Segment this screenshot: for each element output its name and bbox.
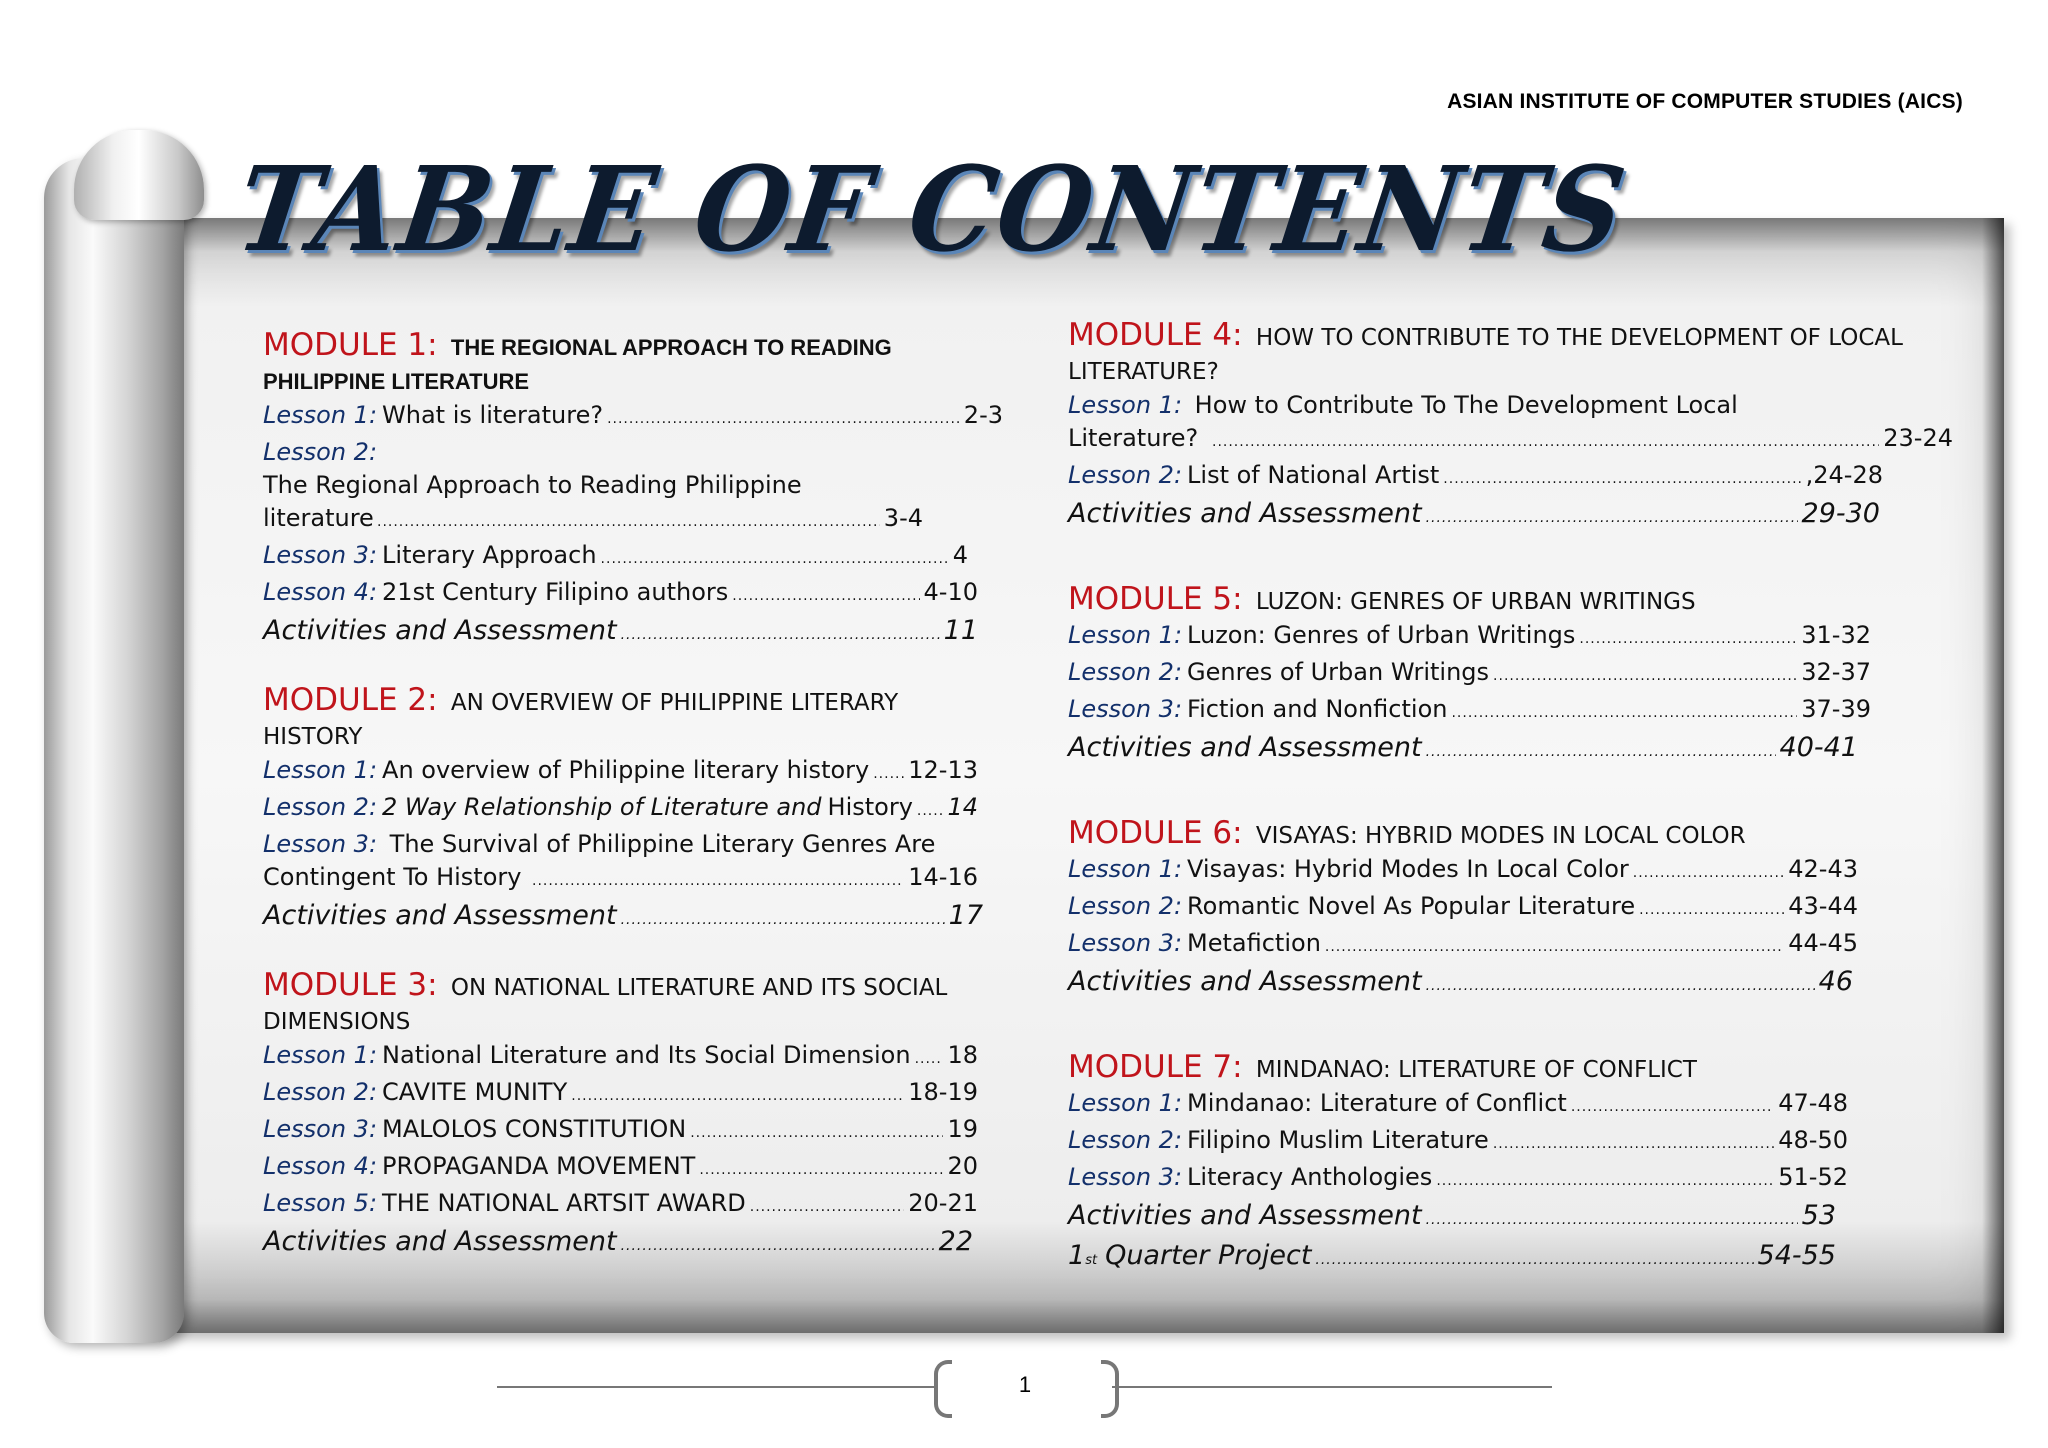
module-7 [1068, 1050, 1913, 1279]
lesson-title: National Literature and Its Social Dimension [382, 1041, 911, 1069]
leader-dots [1325, 927, 1784, 964]
toc-left-column [263, 328, 1003, 1294]
module-heading [1068, 816, 1913, 853]
leader-dots [601, 539, 949, 576]
leader-dots [1571, 1087, 1774, 1124]
lesson-label: Lesson 1: [1068, 391, 1183, 419]
page-range: 47-48 [1778, 1089, 1848, 1117]
module-title: LUZON: GENRES OF URBAN WRITINGS [1255, 589, 1696, 615]
page-range: 3-4 [883, 504, 923, 532]
lesson-title-italic: 2 Way Relationship of Literature and [382, 793, 822, 821]
lesson-label: Lesson 2: [263, 1078, 378, 1106]
lesson-entry[interactable] [263, 754, 978, 791]
lesson-label: Lesson 3: [1068, 695, 1183, 723]
activity-title: Activities and Assessment [263, 1226, 617, 1257]
page-range: 46 [1818, 966, 1853, 997]
footer-bracket-right [1101, 1360, 1119, 1418]
page-range: 29-30 [1801, 498, 1880, 529]
lesson-entry[interactable] [263, 1150, 978, 1187]
page-range: 20 [947, 1152, 978, 1180]
lesson-label: Lesson 3: [1068, 1163, 1183, 1191]
module-title: AN OVERVIEW OF PHILIPPINE LITERARY HISTORY [263, 690, 899, 750]
leader-dots [621, 613, 940, 653]
activity-title: Activities and Assessment [1068, 498, 1422, 529]
leader-dots [690, 1113, 943, 1150]
page-range: 11 [943, 615, 978, 646]
module-5 [1068, 582, 1913, 770]
page-range: 32-37 [1801, 658, 1871, 686]
lesson-label: Lesson 1: [1068, 1089, 1183, 1117]
lesson-title: Fiction and Nonfiction [1187, 695, 1448, 723]
page-range: 22 [938, 1226, 973, 1257]
lesson-title: The Regional Approach to Reading Philippine literature [263, 471, 802, 532]
lesson-entry[interactable] [263, 576, 978, 613]
lesson-title: The Survival of Philippine Literary Genres Are Contingent To History [263, 830, 936, 891]
module-1 [263, 328, 1003, 653]
module-title: MINDANAO: LITERATURE OF CONFLICT [1255, 1057, 1697, 1083]
lesson-label: Lesson 3: [263, 830, 378, 858]
lesson-title: THE NATIONAL ARTSIT AWARD [382, 1189, 746, 1217]
leader-dots [750, 1187, 905, 1224]
leader-dots [732, 576, 919, 613]
lesson-title: What is literature? [382, 401, 604, 429]
scroll-roll [44, 158, 184, 1343]
module-number: MODULE 3: [263, 967, 438, 1003]
activity-title: Activities and Assessment [1068, 1200, 1422, 1231]
page-range: 18-19 [908, 1078, 978, 1106]
lesson-entry-continued [1068, 422, 1953, 459]
scroll-roll-top [74, 130, 204, 220]
lesson-label: Lesson 2: [263, 438, 378, 466]
lesson-title: Filipino Muslim Literature [1187, 1126, 1489, 1154]
page-range: 4 [952, 541, 968, 569]
lesson-title: Literary Approach [382, 541, 597, 569]
activity-entry[interactable] [263, 1224, 973, 1264]
leader-dots [873, 754, 904, 791]
lesson-title: 21st Century Filipino authors [382, 578, 729, 606]
lesson-entry[interactable] [263, 1113, 978, 1150]
footer-bracket-left [934, 1360, 952, 1418]
module-3 [263, 968, 1003, 1264]
leader-dots [1633, 853, 1785, 890]
leader-dots [915, 1039, 944, 1076]
leader-dots [607, 399, 960, 436]
activity-entry[interactable] [1068, 730, 1858, 770]
lesson-entry[interactable] [1068, 619, 1871, 656]
page-range: 43-44 [1788, 892, 1858, 920]
lesson-label: Lesson 3: [263, 1115, 378, 1143]
project-entry[interactable] [1068, 1238, 1836, 1279]
leader-dots [917, 791, 944, 828]
module-2 [263, 683, 1003, 938]
lesson-entry[interactable] [1068, 890, 1858, 927]
page-range: 54-55 [1757, 1240, 1836, 1271]
page-range: 14 [947, 793, 978, 821]
page-range: 53 [1801, 1200, 1836, 1231]
leader-dots [1493, 656, 1797, 693]
project-title: Quarter Project [1105, 1240, 1312, 1271]
module-heading [263, 328, 1003, 399]
leader-dots [1451, 693, 1797, 730]
leader-dots [1426, 496, 1798, 536]
lesson-entry[interactable] [1068, 459, 1883, 496]
module-number: MODULE 2: [263, 682, 438, 718]
activity-entry[interactable] [1068, 1198, 1836, 1238]
leader-dots [1426, 964, 1815, 1004]
leader-dots [532, 861, 904, 898]
lesson-label: Lesson 3: [263, 541, 378, 569]
lesson-entry[interactable] [1068, 1124, 1848, 1161]
lesson-title: List of National Artist [1187, 461, 1440, 489]
module-title: HOW TO CONTRIBUTE TO THE DEVELOPMENT OF LOCAL LITERATURE? [1068, 325, 1903, 385]
lesson-label: Lesson 1: [1068, 855, 1183, 883]
module-heading [1068, 1050, 1913, 1087]
leader-dots [1426, 1198, 1798, 1238]
page-range: 18 [947, 1041, 978, 1069]
lesson-label: Lesson 2: [1068, 892, 1183, 920]
leader-dots [1639, 890, 1784, 927]
lesson-label: Lesson 1: [263, 1041, 378, 1069]
footer-rule-right [1112, 1386, 1552, 1388]
page-range: 40-41 [1779, 732, 1858, 763]
module-heading [263, 683, 1003, 754]
activity-entry[interactable] [263, 898, 983, 938]
leader-dots [1493, 1124, 1774, 1161]
module-number: MODULE 6: [1068, 815, 1243, 851]
lesson-title: Romantic Novel As Popular Literature [1187, 892, 1636, 920]
lesson-title: CAVITE MUNITY [382, 1078, 568, 1106]
leader-dots [1579, 619, 1797, 656]
lesson-label: Lesson 4: [263, 1152, 378, 1180]
leader-dots [1315, 1238, 1753, 1278]
page-range: 31-32 [1801, 621, 1871, 649]
footer-rule-left [497, 1386, 937, 1388]
page-range: 20-21 [908, 1189, 978, 1217]
lesson-entry[interactable] [263, 1076, 978, 1113]
module-number: MODULE 1: [263, 327, 438, 363]
lesson-label: Lesson 2: [263, 793, 378, 821]
institute-name: ASIAN INSTITUTE OF COMPUTER STUDIES (AICS) [1447, 90, 1963, 113]
leader-dots [377, 502, 880, 539]
leader-dots [571, 1076, 904, 1113]
lesson-label: Lesson 1: [1068, 621, 1183, 649]
lesson-entry[interactable] [263, 791, 978, 828]
leader-dots [621, 898, 945, 938]
lesson-title: An overview of Philippine literary history [382, 756, 870, 784]
page-range: 44-45 [1788, 929, 1858, 957]
lesson-title: Metafiction [1187, 929, 1321, 957]
module-6 [1068, 816, 1913, 1004]
page-range: 23-24 [1883, 424, 1953, 452]
module-heading [1068, 582, 1913, 619]
page-range: 14-16 [908, 863, 978, 891]
module-number: MODULE 5: [1068, 581, 1243, 617]
lesson-label: Lesson 1: [263, 756, 378, 784]
lesson-title: Literacy Anthologies [1187, 1163, 1433, 1191]
lesson-label: Lesson 2: [1068, 1126, 1183, 1154]
lesson-label: Lesson 2: [1068, 658, 1183, 686]
page-range: 12-13 [908, 756, 978, 784]
project-ordinal: 1 [1068, 1240, 1086, 1271]
toc-right-column [1068, 317, 1953, 1309]
page-range: 2-3 [963, 401, 1003, 429]
lesson-label: Lesson 1: [263, 401, 378, 429]
activity-entry[interactable] [263, 613, 978, 653]
lesson-label: Lesson 5: [263, 1189, 378, 1217]
lesson-title: MALOLOS CONSTITUTION [382, 1115, 687, 1143]
module-number: MODULE 4: [1068, 317, 1243, 353]
module-heading [1068, 318, 1913, 389]
lesson-entry[interactable] [263, 399, 1003, 436]
project-ordinal-suffix: st [1085, 1253, 1098, 1268]
module-title: VISAYAS: HYBRID MODES IN LOCAL COLOR [1255, 823, 1746, 849]
lesson-entry[interactable] [1068, 656, 1871, 693]
page-range: 4-10 [923, 578, 978, 606]
page-range: 17 [948, 900, 983, 931]
activity-entry[interactable] [1068, 964, 1853, 1004]
page-number: 1 [1018, 1372, 1032, 1397]
activity-title: Activities and Assessment [1068, 966, 1422, 997]
lesson-title: Luzon: Genres of Urban Writings [1187, 621, 1576, 649]
module-4 [1068, 317, 1953, 536]
leader-dots [1212, 422, 1879, 459]
lesson-entry[interactable] [263, 1187, 978, 1224]
activity-entry[interactable] [1068, 496, 1880, 536]
page-range: 37-39 [1801, 695, 1871, 723]
lesson-entry[interactable] [263, 539, 968, 576]
page-range: ,24-28 [1805, 461, 1883, 489]
page-range: 19 [947, 1115, 978, 1143]
lesson-label: Lesson 4: [263, 578, 378, 606]
module-heading [263, 968, 1003, 1039]
page-title: TABLE OF CONTENTS [228, 142, 1635, 279]
module-title: THE REGIONAL APPROACH TO READING PHILIPPINE LITERATURE [263, 335, 892, 394]
lesson-title: Genres of Urban Writings [1187, 658, 1490, 686]
lesson-label: Lesson 3: [1068, 929, 1183, 957]
lesson-entry[interactable] [1068, 1161, 1848, 1198]
lesson-entry[interactable] [1068, 927, 1858, 964]
lesson-title: Mindanao: Literature of Conflict [1187, 1089, 1567, 1117]
lesson-title: History [827, 793, 913, 821]
leader-dots [1443, 459, 1801, 496]
leader-dots [1426, 730, 1776, 770]
lesson-title: Visayas: Hybrid Modes In Local Color [1187, 855, 1629, 883]
activity-title: Activities and Assessment [1068, 732, 1422, 763]
lesson-entry[interactable] [263, 1039, 978, 1076]
leader-dots [621, 1224, 935, 1264]
lesson-entry[interactable] [1068, 853, 1858, 890]
lesson-entry[interactable] [1068, 693, 1871, 730]
lesson-title: How to Contribute To The Development Local Literature? [1068, 391, 1738, 452]
lesson-entry[interactable] [1068, 1087, 1848, 1124]
page-range: 48-50 [1778, 1126, 1848, 1154]
leader-dots [699, 1150, 943, 1187]
page-range: 51-52 [1778, 1163, 1848, 1191]
activity-title: Activities and Assessment [263, 615, 617, 646]
lesson-title: PROPAGANDA MOVEMENT [382, 1152, 696, 1180]
page-range: 42-43 [1788, 855, 1858, 883]
lesson-label: Lesson 2: [1068, 461, 1183, 489]
module-number: MODULE 7: [1068, 1049, 1243, 1085]
module-title: ON NATIONAL LITERATURE AND ITS SOCIAL DIMENSIONS [263, 975, 948, 1035]
leader-dots [1436, 1161, 1774, 1198]
activity-title: Activities and Assessment [263, 900, 617, 931]
